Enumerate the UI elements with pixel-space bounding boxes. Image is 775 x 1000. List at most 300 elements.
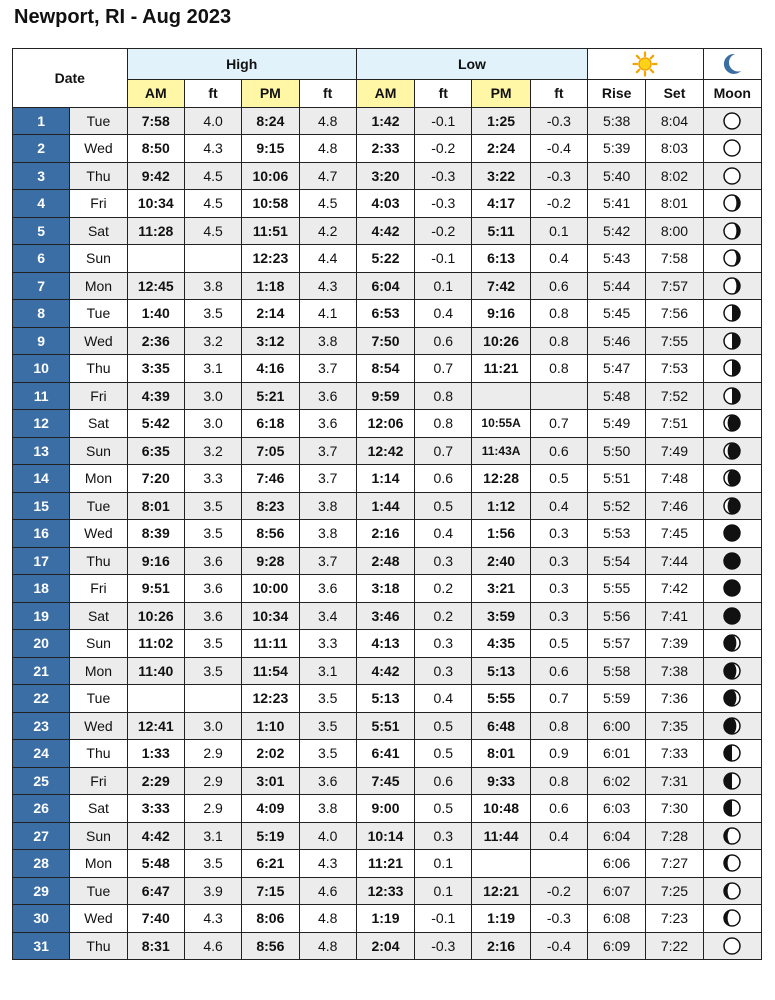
day-of-week: Sun [70,437,127,465]
high-am-time: 10:34 [127,190,184,218]
table-row [13,767,762,795]
table-row [13,602,762,630]
sunrise-time: 5:44 [588,272,646,300]
low-pm-time: 1:12 [472,492,530,520]
low-am-height: 0.3 [415,822,472,850]
low-pm-time [472,850,530,878]
header-moon: Moon [703,80,761,108]
sunrise-time: 6:02 [588,767,646,795]
high-pm-height: 4.2 [299,217,356,245]
sunset-time: 8:04 [646,107,703,135]
new-moon-icon [722,578,742,598]
low-am-time: 8:54 [356,355,414,383]
day-number: 8 [13,300,70,328]
low-pm-height: 0.4 [530,822,587,850]
low-am-height: 0.5 [415,740,472,768]
waxing-gibbous-moon-icon [722,826,742,846]
day-of-week: Thu [70,547,127,575]
full-moon-icon [722,111,742,131]
low-am-time: 7:50 [356,327,414,355]
high-pm-height: 3.5 [299,685,356,713]
high-pm-height: 3.1 [299,657,356,685]
table-row [13,795,762,823]
high-am-time: 4:42 [127,822,184,850]
day-of-week: Thu [70,740,127,768]
header-rise: Rise [588,80,646,108]
header-moon-icon-cell [703,49,761,80]
low-pm-time: 4:17 [472,190,530,218]
high-am-height: 2.9 [184,767,241,795]
sunset-time: 7:56 [646,300,703,328]
sunrise-time: 5:54 [588,547,646,575]
table-row [13,465,762,493]
sunset-time: 8:00 [646,217,703,245]
table-row [13,877,762,905]
header-sun [588,49,704,80]
day-number: 16 [13,520,70,548]
moon-phase-cell [703,712,761,740]
day-number: 13 [13,437,70,465]
moon-phase-cell [703,932,761,960]
table-row [13,300,762,328]
low-pm-height: -0.3 [530,162,587,190]
high-pm-time: 10:06 [242,162,299,190]
high-am-time: 2:36 [127,327,184,355]
high-pm-time: 7:15 [242,877,299,905]
page-title: Newport, RI - Aug 2023 [14,6,232,28]
full-moon-icon [722,166,742,186]
moon-phase-cell [703,630,761,658]
day-number: 21 [13,657,70,685]
waning-crescent-moon-icon [722,441,742,461]
day-of-week: Thu [70,162,127,190]
full-moon-icon [722,138,742,158]
day-number: 27 [13,822,70,850]
low-pm-time: 2:16 [472,932,530,960]
low-am-height: 0.7 [415,355,472,383]
high-pm-height: 4.8 [299,932,356,960]
high-pm-height: 3.3 [299,630,356,658]
waning-crescent-moon-icon [722,468,742,488]
sunset-time: 7:42 [646,575,703,603]
low-pm-time: 9:16 [472,300,530,328]
high-am-time: 7:20 [127,465,184,493]
sunset-time: 7:27 [646,850,703,878]
sunrise-time: 6:08 [588,905,646,933]
high-am-height: 3.0 [184,410,241,438]
high-am-height: 3.8 [184,272,241,300]
moon-phase-cell [703,740,761,768]
sunset-time: 7:53 [646,355,703,383]
day-of-week: Mon [70,657,127,685]
sunrise-time: 6:03 [588,795,646,823]
low-pm-time: 3:59 [472,602,530,630]
sunset-time: 7:57 [646,272,703,300]
sunset-time: 7:58 [646,245,703,273]
first-quarter-moon-icon [722,743,742,763]
last-quarter-moon-icon [722,303,742,323]
high-am-time: 11:40 [127,657,184,685]
high-am-time: 2:29 [127,767,184,795]
low-pm-height: 0.6 [530,795,587,823]
table-row [13,520,762,548]
day-of-week: Thu [70,932,127,960]
high-pm-time: 4:16 [242,355,299,383]
waxing-crescent-moon-icon [722,716,742,736]
low-pm-height: 0.8 [530,767,587,795]
high-am-height: 3.5 [184,850,241,878]
sunset-time: 7:46 [646,492,703,520]
moon-phase-cell [703,547,761,575]
low-am-time: 3:46 [356,602,414,630]
day-of-week: Sun [70,630,127,658]
low-am-time: 2:48 [356,547,414,575]
day-of-week: Wed [70,327,127,355]
day-number: 22 [13,685,70,713]
table-row [13,355,762,383]
sunrise-time: 6:07 [588,877,646,905]
day-number: 9 [13,327,70,355]
high-am-height: 2.9 [184,795,241,823]
low-am-height: -0.2 [415,135,472,163]
high-pm-time: 12:23 [242,685,299,713]
day-number: 10 [13,355,70,383]
day-of-week: Mon [70,465,127,493]
table-row [13,327,762,355]
day-of-week: Fri [70,767,127,795]
header-low-am-ft: ft [415,80,472,108]
table-row [13,107,762,135]
sunrise-time: 5:39 [588,135,646,163]
low-am-time: 4:13 [356,630,414,658]
low-pm-time: 10:55A [472,410,530,438]
sunset-time: 7:30 [646,795,703,823]
moon-phase-cell [703,492,761,520]
day-of-week: Sun [70,822,127,850]
waxing-gibbous-moon-icon [722,908,742,928]
low-am-time: 4:42 [356,217,414,245]
low-pm-time: 12:28 [472,465,530,493]
sunrise-time: 5:55 [588,575,646,603]
moon-phase-cell [703,162,761,190]
day-number: 5 [13,217,70,245]
day-number: 24 [13,740,70,768]
day-number: 6 [13,245,70,273]
low-pm-height: 0.8 [530,355,587,383]
day-number: 12 [13,410,70,438]
day-number: 25 [13,767,70,795]
low-am-time: 12:42 [356,437,414,465]
high-pm-time: 10:58 [242,190,299,218]
waning-gibbous-moon-icon [722,248,742,268]
day-number: 4 [13,190,70,218]
high-pm-time: 8:56 [242,520,299,548]
day-number: 14 [13,465,70,493]
high-am-time: 9:42 [127,162,184,190]
low-am-height: -0.1 [415,245,472,273]
high-am-height: 3.3 [184,465,241,493]
high-pm-time: 11:11 [242,630,299,658]
high-pm-time: 8:24 [242,107,299,135]
high-am-time: 11:28 [127,217,184,245]
day-of-week: Sat [70,217,127,245]
low-pm-height: -0.2 [530,877,587,905]
day-number: 19 [13,602,70,630]
high-pm-height: 4.6 [299,877,356,905]
high-pm-time: 3:12 [242,327,299,355]
table-row [13,492,762,520]
low-pm-height: -0.4 [530,932,587,960]
low-am-height: 0.3 [415,547,472,575]
day-number: 17 [13,547,70,575]
low-am-height: 0.8 [415,410,472,438]
low-pm-height: 0.3 [530,520,587,548]
high-am-time [127,685,184,713]
high-am-height [184,245,241,273]
tide-table-body [13,107,762,960]
low-am-height: -0.3 [415,932,472,960]
low-pm-time: 3:22 [472,162,530,190]
sunrise-time: 5:58 [588,657,646,685]
header-low-pm-ft: ft [530,80,587,108]
high-am-height: 3.0 [184,712,241,740]
low-am-height: 0.1 [415,272,472,300]
low-pm-time: 8:01 [472,740,530,768]
high-pm-time: 11:51 [242,217,299,245]
high-am-time: 8:39 [127,520,184,548]
low-pm-height: 0.1 [530,217,587,245]
low-pm-time: 2:40 [472,547,530,575]
sunset-time: 8:02 [646,162,703,190]
high-am-time: 9:51 [127,575,184,603]
high-am-time: 7:58 [127,107,184,135]
moon-phase-cell [703,272,761,300]
high-am-time: 5:42 [127,410,184,438]
moon-phase-cell [703,327,761,355]
high-pm-time: 1:18 [242,272,299,300]
day-of-week: Tue [70,877,127,905]
high-am-time [127,245,184,273]
day-number: 11 [13,382,70,410]
new-moon-icon [722,606,742,626]
high-am-height: 2.9 [184,740,241,768]
moon-phase-cell [703,217,761,245]
header-low: Low [356,49,587,80]
low-am-time: 9:00 [356,795,414,823]
day-of-week: Tue [70,300,127,328]
high-pm-height: 4.4 [299,245,356,273]
high-am-time: 9:16 [127,547,184,575]
low-pm-time: 5:55 [472,685,530,713]
high-pm-height: 3.7 [299,437,356,465]
day-number: 7 [13,272,70,300]
day-of-week: Wed [70,520,127,548]
low-pm-time: 11:44 [472,822,530,850]
high-am-height: 4.6 [184,932,241,960]
high-pm-time: 2:02 [242,740,299,768]
high-am-height: 3.2 [184,327,241,355]
sunrise-time: 5:56 [588,602,646,630]
high-am-height: 3.6 [184,575,241,603]
low-am-height: 0.7 [415,437,472,465]
high-pm-time: 4:09 [242,795,299,823]
low-am-time: 5:13 [356,685,414,713]
high-pm-height: 3.5 [299,712,356,740]
high-am-time: 12:45 [127,272,184,300]
low-pm-height: -0.2 [530,190,587,218]
high-am-time: 1:33 [127,740,184,768]
low-am-time: 1:42 [356,107,414,135]
day-number: 30 [13,905,70,933]
low-pm-height: 0.8 [530,712,587,740]
sunrise-time: 6:01 [588,740,646,768]
low-pm-height: 0.6 [530,657,587,685]
low-am-height: 0.3 [415,657,472,685]
sunrise-time: 6:09 [588,932,646,960]
sunset-time: 7:38 [646,657,703,685]
new-moon-icon [722,523,742,543]
moon-phase-cell [703,410,761,438]
high-am-time: 7:40 [127,905,184,933]
low-am-height: -0.3 [415,162,472,190]
table-row [13,932,762,960]
day-of-week: Sat [70,410,127,438]
high-pm-time: 11:54 [242,657,299,685]
moon-phase-cell [703,602,761,630]
low-pm-height: -0.4 [530,135,587,163]
high-am-height: 3.6 [184,602,241,630]
sunrise-time: 5:41 [588,190,646,218]
high-am-height: 4.5 [184,162,241,190]
sunrise-time: 5:57 [588,630,646,658]
sunset-time: 7:23 [646,905,703,933]
low-pm-time: 2:24 [472,135,530,163]
high-am-time: 3:33 [127,795,184,823]
high-pm-height: 4.3 [299,272,356,300]
table-row [13,850,762,878]
sunset-time: 7:55 [646,327,703,355]
moon-phase-cell [703,822,761,850]
high-am-height: 3.5 [184,657,241,685]
table-row [13,905,762,933]
moon-phase-cell [703,795,761,823]
high-am-height: 4.5 [184,217,241,245]
high-am-time: 4:39 [127,382,184,410]
moon-phase-cell [703,657,761,685]
table-row [13,547,762,575]
low-pm-height: 0.4 [530,492,587,520]
day-of-week: Wed [70,905,127,933]
day-of-week: Sun [70,245,127,273]
moon-phase-cell [703,905,761,933]
high-pm-height: 4.8 [299,107,356,135]
waxing-crescent-moon-icon [722,688,742,708]
first-quarter-moon-icon [722,798,742,818]
high-pm-time: 12:23 [242,245,299,273]
low-am-time: 1:19 [356,905,414,933]
low-am-time: 2:04 [356,932,414,960]
sunrise-time: 5:59 [588,685,646,713]
high-pm-height: 3.6 [299,410,356,438]
table-row [13,135,762,163]
waning-crescent-moon-icon [722,496,742,516]
day-of-week: Wed [70,135,127,163]
tide-table [12,48,762,960]
low-pm-time: 3:21 [472,575,530,603]
low-pm-height: 0.4 [530,245,587,273]
table-row [13,410,762,438]
low-am-time: 5:22 [356,245,414,273]
moon-phase-cell [703,300,761,328]
header-date: Date [13,49,128,108]
day-of-week: Sat [70,602,127,630]
high-pm-time: 9:15 [242,135,299,163]
table-row [13,822,762,850]
high-pm-time: 10:00 [242,575,299,603]
sunset-time: 7:25 [646,877,703,905]
high-pm-height: 3.4 [299,602,356,630]
low-am-time: 11:21 [356,850,414,878]
moon-phase-cell [703,135,761,163]
waxing-crescent-moon-icon [722,661,742,681]
sunset-time: 7:41 [646,602,703,630]
low-am-time: 3:20 [356,162,414,190]
last-quarter-moon-icon [722,358,742,378]
low-pm-height [530,382,587,410]
crescent-moon-icon [704,52,761,76]
high-am-height: 4.5 [184,190,241,218]
high-pm-time: 6:18 [242,410,299,438]
waning-gibbous-moon-icon [722,221,742,241]
moon-phase-cell [703,107,761,135]
moon-phase-cell [703,355,761,383]
low-pm-height [530,850,587,878]
high-am-time: 8:01 [127,492,184,520]
waxing-crescent-moon-icon [722,633,742,653]
high-am-time: 3:35 [127,355,184,383]
day-number: 26 [13,795,70,823]
low-pm-time: 5:11 [472,217,530,245]
low-pm-height: 0.6 [530,272,587,300]
high-pm-height: 3.6 [299,382,356,410]
low-pm-time: 10:26 [472,327,530,355]
sunrise-time: 5:49 [588,410,646,438]
moon-phase-cell [703,767,761,795]
low-pm-time: 1:56 [472,520,530,548]
waxing-gibbous-moon-icon [722,881,742,901]
moon-phase-cell [703,685,761,713]
low-am-height: 0.3 [415,630,472,658]
low-pm-time [472,382,530,410]
table-row [13,685,762,713]
high-am-time: 8:50 [127,135,184,163]
high-pm-height: 3.7 [299,547,356,575]
high-pm-height: 4.3 [299,850,356,878]
high-pm-time: 5:19 [242,822,299,850]
high-pm-height: 4.8 [299,135,356,163]
low-pm-time: 10:48 [472,795,530,823]
high-am-height: 3.9 [184,877,241,905]
low-am-time: 2:33 [356,135,414,163]
low-am-time: 10:14 [356,822,414,850]
header-high: High [127,49,356,80]
day-number: 1 [13,107,70,135]
sunrise-time: 5:50 [588,437,646,465]
moon-phase-cell [703,850,761,878]
table-row [13,162,762,190]
low-pm-height: -0.3 [530,905,587,933]
day-number: 18 [13,575,70,603]
